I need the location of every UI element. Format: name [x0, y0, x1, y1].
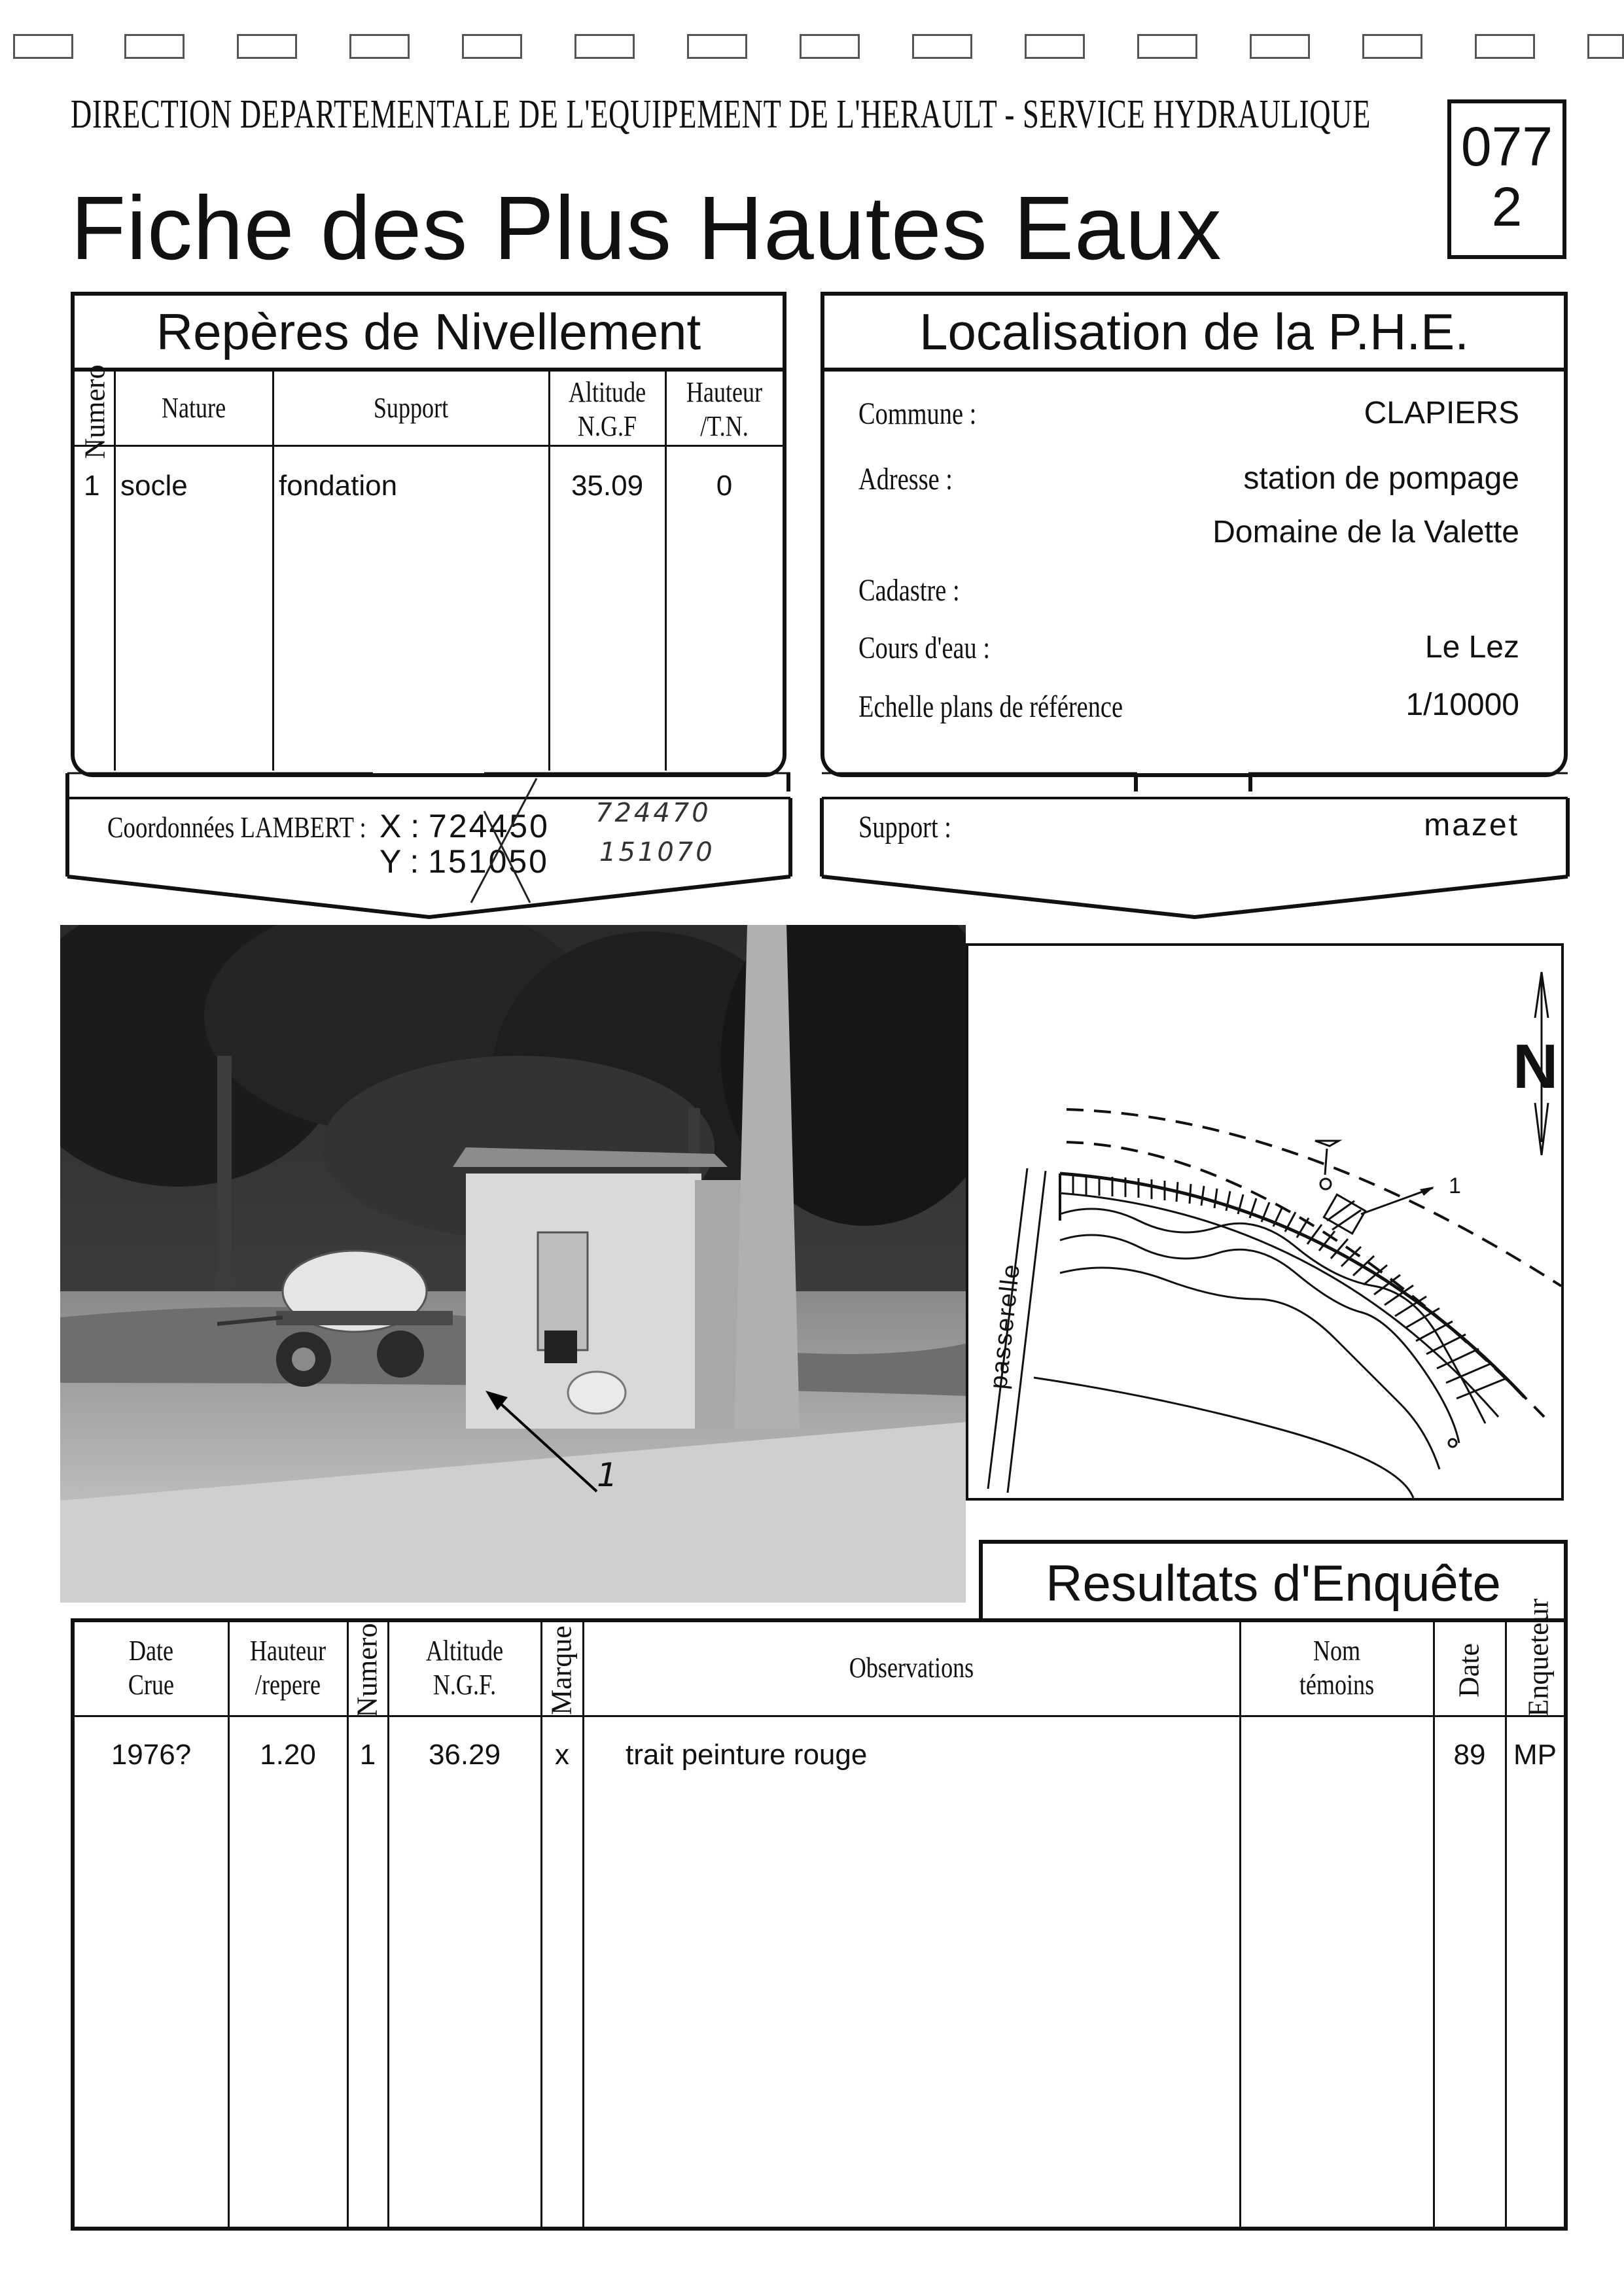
adresse-label: Adresse : — [858, 462, 953, 496]
reperes-table — [71, 364, 786, 777]
document-number-box — [1447, 99, 1566, 259]
lambert-x-corrected: 724470 — [595, 798, 711, 828]
binder-hole — [462, 34, 522, 59]
divider — [548, 372, 550, 771]
repere-numero: 1 — [84, 470, 100, 502]
reperes-title-box — [71, 292, 786, 372]
lambert-y-corrected: 151070 — [599, 837, 715, 867]
page-title: Fiche des Plus Hautes Eaux — [71, 178, 1222, 279]
passerelle-label: passerelle — [985, 1262, 1026, 1391]
col-header-numero: Numero — [351, 1623, 383, 1718]
col-header-enqueteur: Enqueteur — [1522, 1598, 1555, 1717]
col-header-nature: Nature — [161, 392, 226, 424]
document-number-line2: 2 — [1491, 176, 1523, 237]
photo-marker-label: 1 — [597, 1456, 618, 1494]
adresse-value-2: Domaine de la Valette — [1212, 515, 1519, 549]
binder-hole — [1025, 34, 1085, 59]
binder-hole — [124, 34, 185, 59]
divider — [1505, 1622, 1507, 2227]
divider — [228, 1622, 230, 2227]
binder-hole — [1250, 34, 1310, 59]
repere-hauteur: 0 — [716, 470, 733, 502]
cours-eau-label: Cours d'eau : — [858, 631, 991, 665]
col-header-numero: Numero — [79, 364, 111, 459]
lambert-x-label: X : — [380, 808, 420, 844]
lambert-x-value: 724450 — [429, 808, 550, 844]
divider — [540, 1622, 542, 2227]
col-header-altitude-line1: Altitude — [425, 1635, 504, 1667]
commune-value: CLAPIERS — [1364, 396, 1519, 430]
repere-nature: socle — [120, 470, 188, 502]
resultat-date-crue: 1976? — [111, 1739, 192, 1771]
col-header-altitude-line2: N.G.F. — [432, 1669, 497, 1701]
col-header-altitude-line1: Altitude — [568, 376, 646, 408]
divider — [387, 1622, 389, 2227]
col-header-nom-temoins — [1258, 1634, 1415, 1702]
col-header-altitude — [402, 1634, 527, 1702]
divider — [272, 372, 274, 771]
reperes-title: Repères de Nivellement — [156, 303, 701, 360]
support-arrow-frame — [817, 772, 1573, 922]
col-header-date: Date — [1453, 1643, 1485, 1698]
echelle-label: Echelle plans de référence — [858, 689, 1123, 724]
situation-plan — [966, 943, 1564, 1501]
cours-eau-value: Le Lez — [1424, 630, 1519, 665]
col-header-nom-line1: Nom — [1313, 1635, 1361, 1667]
col-header-hauteur-line2: /T.N. — [700, 410, 749, 442]
north-label: N — [1513, 1032, 1559, 1102]
strike-through-marks — [458, 772, 550, 929]
resultat-altitude: 36.29 — [428, 1739, 501, 1771]
support-label: Support : — [858, 810, 951, 844]
binder-hole — [912, 34, 972, 59]
resultat-enqueteur: MP — [1513, 1739, 1557, 1771]
plan-marker-label: 1 — [1449, 1174, 1461, 1198]
binder-hole — [349, 34, 410, 59]
col-header-altitude-line2: N.G.F — [577, 410, 637, 442]
col-header-hauteur-line1: Hauteur — [249, 1635, 327, 1667]
resultat-date: 89 — [1453, 1739, 1486, 1771]
site-photo — [60, 925, 966, 1603]
col-header-date-crue — [88, 1634, 214, 1702]
col-header-support: Support — [373, 392, 449, 424]
resultat-marque: x — [555, 1739, 569, 1771]
col-header-altitude — [560, 375, 654, 444]
coordonnees-label-text: Coordonnées LAMBERT : — [107, 810, 366, 844]
divider — [1433, 1622, 1435, 2227]
col-header-observations: Observations — [849, 1652, 974, 1684]
col-header-hauteur-line2: /repere — [255, 1669, 321, 1701]
resultats-table — [71, 1598, 1568, 2231]
plan-drawing — [968, 946, 1561, 1498]
col-header-hauteur-line1: Hauteur — [686, 376, 763, 408]
cadastre-label: Cadastre : — [858, 573, 960, 608]
divider — [75, 445, 783, 447]
binder-hole — [237, 34, 297, 59]
lambert-y-value: 151050 — [428, 843, 549, 880]
resultat-hauteur: 1.20 — [260, 1739, 316, 1771]
support-value: mazet — [1424, 808, 1519, 843]
divider — [665, 372, 667, 771]
col-header-hauteur — [677, 375, 772, 444]
resultats-title: Resultats d'Enquête — [1046, 1554, 1501, 1612]
divider — [114, 372, 116, 771]
binder-hole — [800, 34, 860, 59]
organization-header: DIRECTION DEPARTEMENTALE DE L'EQUIPEMENT DE L'HERAULT - SERVICE HYDRAULIQUE — [71, 92, 1371, 137]
col-header-date-crue-line2: Crue — [128, 1669, 175, 1701]
localisation-title-box — [821, 292, 1568, 372]
col-header-date-crue-line1: Date — [128, 1635, 174, 1667]
binder-hole — [13, 34, 73, 59]
resultats-title-box — [979, 1540, 1568, 1622]
divider — [75, 1715, 1564, 1717]
binder-hole — [1587, 34, 1624, 59]
divider — [1239, 1622, 1241, 2227]
repere-support: fondation — [279, 470, 398, 502]
binder-hole — [1137, 34, 1197, 59]
document-number-line1: 077 — [1460, 116, 1553, 177]
binder-hole — [574, 34, 635, 59]
localisation-title: Localisation de la P.H.E. — [919, 303, 1469, 360]
commune-label: Commune : — [858, 396, 977, 431]
col-header-nom-line2: témoins — [1299, 1669, 1375, 1701]
col-header-marque: Marque — [545, 1626, 578, 1715]
divider — [347, 1622, 349, 2227]
echelle-value: 1/10000 — [1405, 687, 1519, 722]
binder-hole — [1362, 34, 1422, 59]
divider — [582, 1622, 584, 2227]
binder-holes-strip — [0, 27, 1624, 67]
col-header-hauteur-repere — [239, 1634, 336, 1702]
adresse-value-1: station de pompage — [1243, 461, 1519, 496]
resultat-observations: trait peinture rouge — [626, 1739, 868, 1771]
lambert-y-label: Y : — [380, 843, 419, 880]
binder-hole — [1475, 34, 1535, 59]
resultat-numero: 1 — [359, 1739, 376, 1771]
binder-hole — [687, 34, 747, 59]
repere-altitude: 35.09 — [571, 470, 644, 502]
